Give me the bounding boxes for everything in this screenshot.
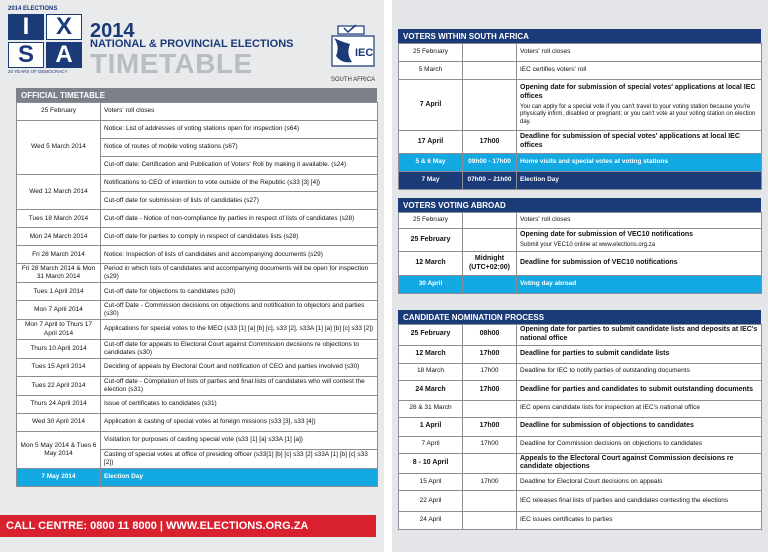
schedule-text [517, 491, 762, 512]
schedule-time: 08h00 [463, 325, 517, 346]
schedule-date: 22 April [399, 491, 463, 512]
timetable-event: Casting of special votes at office of presiding officer (s33[1] [b] [c] s33 [2] s33A [1] [b] [c] s33 [2]) [101, 449, 378, 468]
schedule-text [517, 252, 762, 276]
schedule-text-main: Opening date for submission of VEC10 notifications [520, 230, 694, 238]
timetable-event: Election Day [101, 468, 378, 486]
timetable-event: Cut-off date for objections to candidates (s30) [101, 283, 378, 301]
schedule-row [399, 325, 762, 346]
schedule-note: You can apply for a special vote if you can't travel to your voting station because you're physically infirm, disabled or pregnant; or you can't vote at your voting station on election day. [520, 103, 756, 125]
schedule-row [399, 436, 762, 453]
schedule-time [463, 512, 517, 530]
header-year: 2014 [90, 20, 135, 42]
schedule-row [399, 400, 762, 417]
schedule-text [517, 325, 762, 346]
timetable-event: Cut-off date - Compilation of lists of parties and final lists of candidates who will contest the election (s31) [101, 376, 378, 395]
call-centre-text: CALL CENTRE: 0800 11 8000 | WWW.ELECTIONS.ORG.ZA [6, 520, 309, 532]
timetable-row [17, 103, 378, 121]
iec-country: SOUTH AFRICA [330, 77, 376, 83]
header-subtitle: NATIONAL & PROVINCIAL ELECTIONS [90, 38, 294, 50]
timetable-event: Period in which lists of candidates and accompanying documents will be open for inspection (s29) [101, 264, 378, 283]
official-timetable [16, 102, 378, 487]
schedule-row [399, 380, 762, 400]
schedule-time: 17h00 [463, 436, 517, 453]
timetable-event: Cut-off date for appeals to Electoral Court against Commission decisions re objections to candidates (s30) [101, 339, 378, 358]
logo-letter: I [8, 14, 44, 40]
right-panel [392, 0, 768, 552]
schedule-date: 15 April [399, 474, 463, 491]
schedule-date: 25 February [399, 229, 463, 252]
schedule-date: 1 April [399, 417, 463, 436]
timetable-date: Thurs 10 April 2014 [17, 339, 101, 358]
schedule-time [463, 453, 517, 474]
timetable-event: Issue of certificates to candidates (s31) [101, 396, 378, 414]
iec-logo [326, 22, 380, 84]
timetable-date: Mon 24 March 2014 [17, 228, 101, 246]
schedule-row [399, 172, 762, 190]
timetable-row [17, 358, 378, 376]
timetable-event: Visitation for purposes of casting special vote (s33 [1] [a] s33A [1] [a]) [101, 431, 378, 449]
timetable-date: Tues 22 April 2014 [17, 376, 101, 395]
timetable-event: Notice of routes of mobile voting stations (s67) [101, 138, 378, 156]
timetable-event: Cut-off Date - Commission decisions on objections and notification to objectors and parties (s30) [101, 301, 378, 320]
schedule-date: 7 May [399, 172, 463, 190]
timetable-row [17, 468, 378, 486]
schedule-time: 17h00 [463, 345, 517, 363]
logo-top-text: 2014 ELECTIONS [8, 6, 58, 12]
schedule-text [517, 213, 762, 229]
schedule-time [463, 491, 517, 512]
schedule-text [517, 474, 762, 491]
timetable-event: Cut-off date - Notice of non-compliance by parties in respect of lists of candidates (s28) [101, 210, 378, 228]
timetable-event: Applications for special votes to the MEO (s33 [1] [a] [b] [c], s33 [2], s33A [1] [a] [b] [c] s33 [2]) [101, 320, 378, 339]
schedule-text-main: IEC issues certificates to parties [520, 516, 613, 524]
schedule-text-main: IEC opens candidate lists for inspection at IEC's national office [520, 404, 700, 412]
schedule-text-main: Voting day abroad [520, 280, 577, 288]
logo-letter: X [46, 14, 82, 40]
schedule-time [463, 44, 517, 62]
schedule-text [517, 363, 762, 380]
schedule-text-main: Election Day [520, 176, 560, 184]
schedule-text-main: Deadline for parties to submit candidate lists [520, 349, 670, 357]
schedule-note: Submit your VEC10 online at www.elections.org.za [520, 241, 656, 248]
schedule-text-main: Deadline for IEC to notify parties of outstanding documents [520, 367, 690, 375]
timetable-row [17, 396, 378, 414]
timetable-row [17, 210, 378, 228]
schedule-row [399, 417, 762, 436]
schedule-date: 7 April [399, 80, 463, 131]
timetable-event: Cut-off date for parties to comply in respect of candidates lists (s28) [101, 228, 378, 246]
schedule-time [463, 400, 517, 417]
schedule-text-main: IEC certifies voters' roll [520, 66, 587, 74]
schedule-row [399, 44, 762, 62]
timetable-event: Voters' roll closes [101, 103, 378, 121]
timetable-date: Wed 5 March 2014 [17, 120, 101, 174]
schedule-text [517, 44, 762, 62]
schedule-text-main: Home visits and special votes at voting stations [520, 158, 669, 166]
header-title: TIMETABLE [90, 48, 253, 79]
timetable-event: Notifications to CEO of intention to vote outside of the Republic (s33 [3] [4]) [101, 174, 378, 192]
abroad-table [398, 212, 762, 294]
schedule-date: 7 April [399, 436, 463, 453]
schedule-text [517, 380, 762, 400]
timetable-row [17, 339, 378, 358]
schedule-date: 24 April [399, 512, 463, 530]
timetable-row [17, 301, 378, 320]
schedule-text-main: IEC releases final lists of parties and candidates contesting the elections [520, 496, 729, 504]
timetable-date: Tues 15 April 2014 [17, 358, 101, 376]
official-heading: OFFICIAL TIMETABLE [16, 88, 377, 102]
schedule-row [399, 512, 762, 530]
timetable-date: Mon 5 May 2014 & Tues 6 May 2014 [17, 431, 101, 468]
call-centre-bar [0, 515, 376, 537]
timetable-row [17, 413, 378, 431]
schedule-text-main: Deadline for submission of objections to candidates [520, 422, 694, 430]
schedule-text [517, 172, 762, 190]
schedule-row [399, 252, 762, 276]
timetable-event: Notice: Inspection of lists of candidates and accompanying documents (s29) [101, 246, 378, 264]
elections-logo [8, 6, 86, 82]
schedule-text-main: Deadline for parties and candidates to submit outstanding documents [520, 385, 753, 393]
timetable-row [17, 376, 378, 395]
schedule-time [463, 229, 517, 252]
schedule-text-main: Voters' roll closes [520, 48, 571, 56]
schedule-date: 5 & 6 May [399, 154, 463, 172]
schedule-date: 8 - 10 April [399, 453, 463, 474]
timetable-date: Wed 12 March 2014 [17, 174, 101, 210]
schedule-date: 5 March [399, 62, 463, 80]
schedule-row [399, 80, 762, 131]
logo-letter: S [8, 42, 44, 68]
nomination-heading: CANDIDATE NOMINATION PROCESS [398, 310, 761, 324]
timetable-date: Fri 28 March 2014 [17, 246, 101, 264]
schedule-row [399, 363, 762, 380]
schedule-row [399, 345, 762, 363]
schedule-text [517, 436, 762, 453]
schedule-text [517, 62, 762, 80]
timetable-row [17, 320, 378, 339]
schedule-row [399, 154, 762, 172]
timetable-event: Cut-off date for submission of lists of candidates (s27) [101, 192, 378, 210]
schedule-time: 09h00 - 17h00 [463, 154, 517, 172]
schedule-text-main: Deadline for submission of special votes' applications at local IEC offices [520, 133, 740, 149]
schedule-text-main: Appeals to the Electoral Court against Commission decisions re candidate objections [520, 454, 734, 471]
schedule-time: 17h00 [463, 380, 517, 400]
schedule-text-main: Deadline for submission of VEC10 notifications [520, 259, 678, 267]
schedule-text-main: Voters' roll closes [520, 216, 571, 224]
schedule-row [399, 474, 762, 491]
schedule-text [517, 80, 762, 131]
schedule-row [399, 131, 762, 154]
schedule-text [517, 229, 762, 252]
schedule-date: 17 April [399, 131, 463, 154]
timetable-event: Application & casting of special votes at foreign missions (s33 [3], s33 [4]) [101, 413, 378, 431]
timetable-date: 25 February [17, 103, 101, 121]
schedule-date: 12 March [399, 252, 463, 276]
schedule-date: 25 February [399, 213, 463, 229]
timetable-date: Thurs 24 April 2014 [17, 396, 101, 414]
schedule-text [517, 276, 762, 294]
schedule-time: Midnight (UTC+02:00) [463, 252, 517, 276]
schedule-row [399, 62, 762, 80]
schedule-time [463, 276, 517, 294]
schedule-date: 12 March [399, 345, 463, 363]
schedule-text [517, 131, 762, 154]
schedule-text-main: Deadline for Electoral Court decisions on appeals [520, 477, 663, 485]
timetable-date: Mon 7 April to Thurs 17 April 2014 [17, 320, 101, 339]
schedule-row [399, 491, 762, 512]
schedule-text [517, 512, 762, 530]
timetable-event: Cut-off date: Certification and Publication of Voters' Roll by making it available. (s24) [101, 156, 378, 174]
within-sa-table [398, 43, 762, 190]
timetable-row [17, 120, 378, 138]
schedule-text-main: Deadline for Commission decisions on objections to candidates [520, 440, 703, 448]
timetable-date: Wed 30 April 2014 [17, 413, 101, 431]
timetable-date: Tues 18 March 2014 [17, 210, 101, 228]
schedule-date: 18 March [399, 363, 463, 380]
timetable-row [17, 283, 378, 301]
schedule-time: 17h00 [463, 131, 517, 154]
schedule-text [517, 400, 762, 417]
schedule-time: 07h00 – 21h00 [463, 172, 517, 190]
schedule-text [517, 453, 762, 474]
timetable-date: 7 May 2014 [17, 468, 101, 486]
timetable-row [17, 174, 378, 192]
timetable-row [17, 246, 378, 264]
within-heading: VOTERS WITHIN SOUTH AFRICA [398, 29, 761, 43]
schedule-text-main: Opening date for parties to submit candidate lists and deposits at IEC's national office [520, 326, 758, 342]
schedule-row [399, 213, 762, 229]
schedule-time [463, 62, 517, 80]
schedule-time [463, 213, 517, 229]
logo-grid [8, 14, 86, 68]
schedule-date: 30 April [399, 276, 463, 294]
schedule-text [517, 417, 762, 436]
iec-text: IEC [355, 47, 374, 59]
schedule-date: 25 February [399, 325, 463, 346]
schedule-row [399, 229, 762, 252]
schedule-date: 25 February [399, 44, 463, 62]
schedule-time: 17h00 [463, 363, 517, 380]
timetable-event: Notice: List of addresses of voting stations open for inspection (s64) [101, 120, 378, 138]
schedule-time: 17h00 [463, 417, 517, 436]
timetable-event: Deciding of appeals by Electoral Court and notification of CEO and parties involved (s30) [101, 358, 378, 376]
timetable-date: Tues 1 April 2014 [17, 283, 101, 301]
timetable-row [17, 264, 378, 283]
schedule-text [517, 154, 762, 172]
schedule-row [399, 276, 762, 294]
logo-letter: A [46, 42, 82, 68]
schedule-text-main: Opening date for submission of special votes' applications at local IEC offices [520, 84, 756, 100]
timetable-row [17, 431, 378, 449]
abroad-heading: VOTERS VOTING ABROAD [398, 198, 761, 212]
timetable-row [17, 228, 378, 246]
schedule-date: 28 & 31 March [399, 400, 463, 417]
timetable-date: Fri 28 March 2014 & Mon 31 March 2014 [17, 264, 101, 283]
timetable-date: Mon 7 April 2014 [17, 301, 101, 320]
schedule-text [517, 345, 762, 363]
schedule-date: 24 March [399, 380, 463, 400]
nomination-table [398, 324, 762, 530]
logo-subtitle: 20 YEARS OF DEMOCRACY [8, 69, 68, 74]
schedule-time: 17h00 [463, 474, 517, 491]
ballot-box-icon [326, 22, 380, 70]
schedule-time [463, 80, 517, 131]
schedule-row [399, 453, 762, 474]
